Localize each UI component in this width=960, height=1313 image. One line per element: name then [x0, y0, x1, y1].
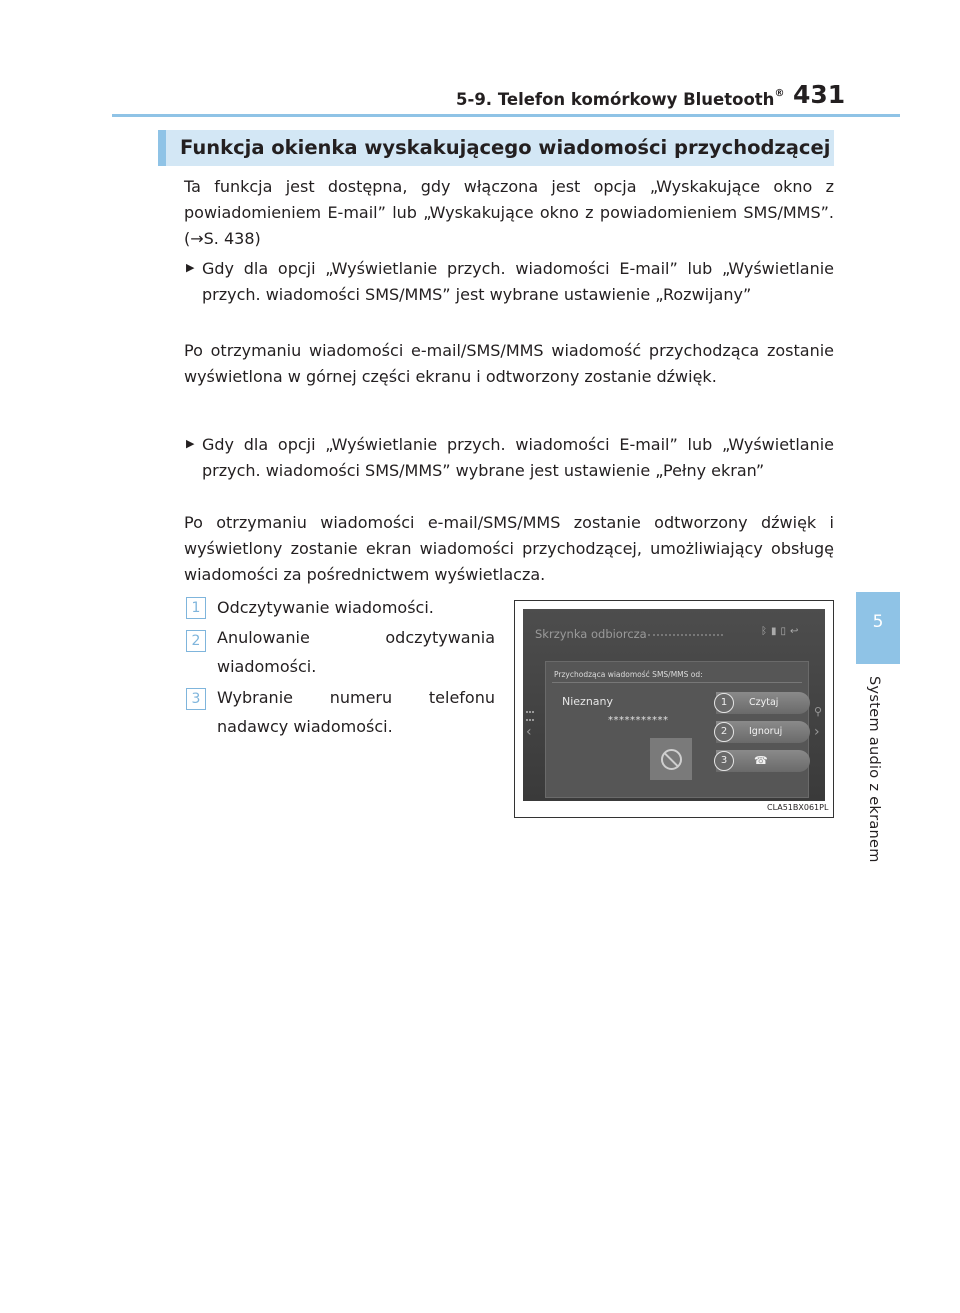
bluetooth-icon: ᛒ — [761, 626, 771, 637]
display-screen — [523, 609, 825, 801]
search-icon[interactable]: ⚲ — [814, 705, 823, 718]
section-heading-text: Funkcja okienka wyskakującego wiadomości przychodzącej — [180, 136, 831, 159]
call-button[interactable] — [716, 750, 810, 772]
paragraph-pelny-ekran: Po otrzymaniu wiadomości e-mail/SMS/MMS zostanie odtworzony dźwięk i wyświetlony zostanie ekran wiadomości przychodzącej, umożliwiający obsługę wiadomości za pośrednictwem wyświetlacza. — [184, 513, 834, 584]
ignore-button-label: Ignoruj — [749, 726, 783, 737]
sender-number: *********** — [608, 715, 669, 726]
bullet-pelny-ekran: Gdy dla opcji „Wyświetlanie przych. wiadomości E-mail” lub „Wyświetlanie przych. wiadomości SMS/MMS” wybrane jest ustawienie „Pełny ekran” — [202, 435, 834, 480]
item-text-1: Odczytywanie wiadomości. — [217, 598, 434, 617]
read-button-label: Czytaj — [749, 697, 779, 708]
screen-figure — [514, 600, 834, 818]
chapter-label: System audio z ekranem — [866, 676, 882, 863]
bullet-rozwijany: Gdy dla opcji „Wyświetlanie przych. wiadomości E-mail” lub „Wyświetlanie przych. wiadomości SMS/MMS” jest wybrane ustawienie „Rozwijany” — [202, 259, 834, 304]
registered-mark: ® — [774, 88, 785, 99]
sender-name: Nieznany — [562, 695, 614, 708]
section-heading — [158, 130, 834, 166]
ignore-button[interactable] — [716, 721, 810, 743]
popup-divider — [552, 682, 802, 683]
triangle-bullet-icon: ▶ — [186, 437, 195, 450]
screen-title: Skrzynka odbiorcza — [535, 627, 647, 641]
header-rule — [112, 114, 900, 117]
chevron-right-icon[interactable]: › — [814, 724, 820, 740]
item-number-3: 3 — [186, 688, 206, 710]
status-icons — [761, 626, 802, 637]
incoming-message-popup — [545, 661, 809, 798]
title-dots — [648, 634, 723, 636]
phone-icon: ☎ — [754, 754, 768, 767]
intro-paragraph: Ta funkcja jest dostępna, gdy włączona jest opcja „Wyskakujące okno z powiadomieniem E-mail” lub „Wyskakujące okno z powiadomieniem SMS/MMS”. (→S. 438) — [184, 177, 834, 248]
paragraph-rozwijany: Po otrzymaniu wiadomości e-mail/SMS/MMS wiadomość przychodząca zostanie wyświetlona w górnej części ekranu i odtworzony zostanie dźwięk. — [184, 341, 834, 386]
page-number: 431 — [793, 80, 846, 109]
item-text-3: Wybranie numeru telefonu nadawcy wiadomości. — [217, 688, 495, 736]
signal-icon: ▮ — [771, 626, 781, 637]
running-header: 5-9. Telefon komórkowy Bluetooth® — [456, 88, 785, 109]
popup-title: Przychodząca wiadomość SMS/MMS od: — [554, 670, 703, 679]
chapter-number: 5 — [872, 612, 884, 632]
item-number-2: 2 — [186, 630, 206, 652]
triangle-bullet-icon: ▶ — [186, 261, 195, 274]
read-button[interactable] — [716, 692, 810, 714]
grid-icon[interactable] — [526, 711, 534, 721]
block-icon — [661, 749, 682, 770]
figure-code: CLA51BX061PL — [767, 803, 829, 812]
chevron-left-icon[interactable]: ‹ — [526, 724, 532, 740]
item-number-1: 1 — [186, 597, 206, 619]
callout-3: 3 — [714, 751, 734, 771]
item-text-2: Anulowanie odczytywania wiadomości. — [217, 628, 495, 676]
callout-1: 1 — [714, 693, 734, 713]
back-icon[interactable]: ↩ — [790, 626, 803, 637]
block-button[interactable] — [650, 738, 692, 780]
battery-icon: ▯ — [780, 626, 791, 637]
callout-2: 2 — [714, 722, 734, 742]
